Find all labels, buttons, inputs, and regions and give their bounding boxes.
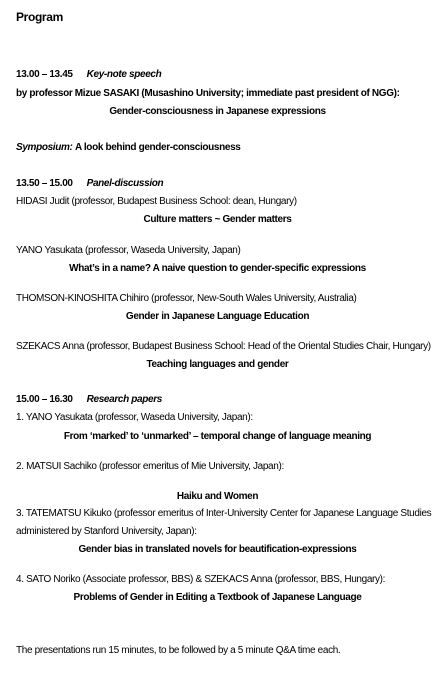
panel-speaker: SZEKACS Anna (professor, Budapest Business School: Head of the Oriental Studies Chair, Hungary): [16, 341, 431, 352]
symposium-title: A look behind gender-consciousness: [74, 142, 241, 153]
panel-speaker: HIDASI Judit (professor, Budapest Business School: dean, Hungary): [16, 196, 297, 207]
panel-talk: Teaching languages and gender: [146, 359, 289, 370]
panel-header: [16, 178, 163, 190]
symposium-heading: [16, 142, 241, 154]
research-label: Research papers: [86, 394, 162, 405]
research-speaker-cont: administered by Stanford University, Japan):: [16, 526, 197, 537]
research-talk: Problems of Gender in Editing a Textbook of Japanese Language: [73, 592, 362, 603]
research-talk: Gender bias in translated novels for beautification-expressions: [78, 544, 357, 555]
symposium-label: Symposium:: [16, 142, 73, 153]
panel-talk: What’s in a name? A naive question to gender-specific expressions: [69, 263, 366, 274]
keynote-label: Key-note speech: [86, 69, 162, 80]
footer-note: The presentations run 15 minutes, to be followed by a 5 minute Q&A time each.: [16, 645, 341, 656]
research-speaker: 1. YANO Yasukata (professor, Waseda University, Japan):: [16, 412, 253, 423]
research-speaker: 4. SATO Noriko (Associate professor, BBS) & SZEKACS Anna (professor, BBS, Hungary):: [16, 574, 386, 585]
panel-label: Panel-discussion: [86, 178, 164, 189]
page-title: Program: [16, 10, 63, 24]
research-header: [16, 394, 162, 406]
panel-talk: Gender in Japanese Language Education: [125, 311, 310, 322]
keynote-talk: Gender-consciousness in Japanese expressions: [109, 106, 326, 117]
keynote-header: [16, 69, 161, 81]
research-talk: From ‘marked’ to ‘unmarked’ – temporal change of language meaning: [63, 431, 372, 442]
research-time: 15.00 – 16.30: [16, 394, 73, 405]
panel-speaker: YANO Yasukata (professor, Waseda University, Japan): [16, 245, 241, 256]
research-speaker: 3. TATEMATSU Kikuko (professor emeritus of Inter-University Center for Japanese Language Studies: [16, 508, 432, 519]
research-talk: Haiku and Women: [176, 491, 259, 502]
panel-time: 13.50 – 15.00: [16, 178, 73, 189]
keynote-time: 13.00 – 13.45: [16, 69, 73, 80]
keynote-speaker: by professor Mizue SASAKI (Musashino University; immediate past president of NGG):: [16, 88, 400, 99]
research-speaker: 2. MATSUI Sachiko (professor emeritus of Mie University, Japan):: [16, 461, 284, 472]
panel-speaker: THOMSON-KINOSHITA Chihiro (professor, New-South Wales University, Australia): [16, 293, 357, 304]
panel-talk: Culture matters ~ Gender matters: [143, 214, 292, 225]
